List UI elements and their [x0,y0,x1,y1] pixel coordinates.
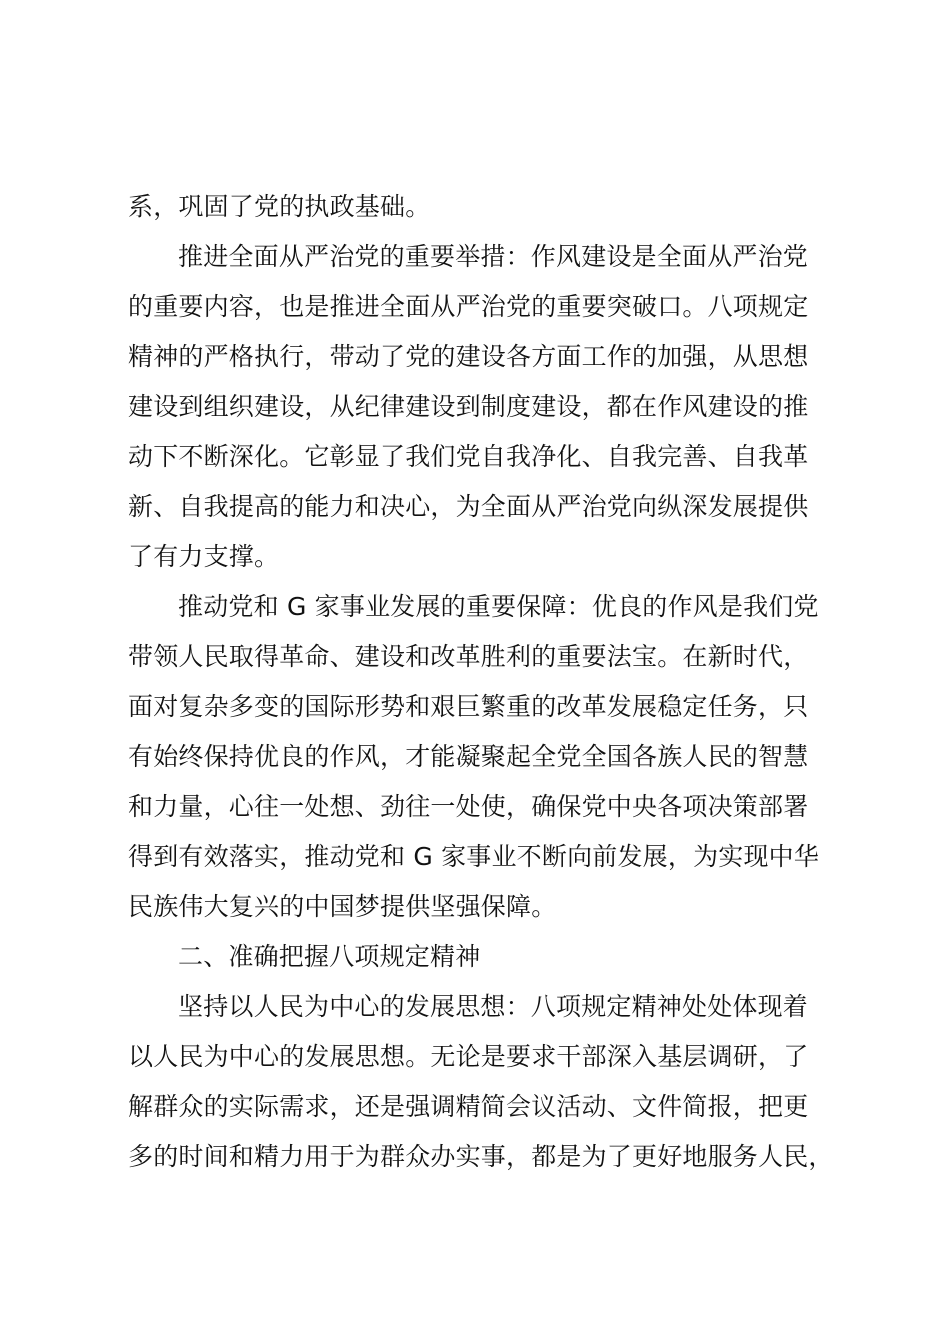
section-heading: 二、准确把握八项规定精神 [178,942,481,971]
text-line-6: 动下不断深化。它彰显了我们党自我净化、自我完善、自我革 [128,442,809,471]
text-line-1: 系，巩固了党的执政基础。 [128,192,431,221]
text-line-14: 得到有效落实，推动党和 G 家事业不断向前发展，为实现中华 [128,842,820,871]
text-line-18: 以人民为中心的发展思想。无论是要求干部深入基层调研，了 [128,1042,809,1071]
text-line-17: 坚持以人民为中心的发展思想：八项规定精神处处体现着 [178,992,809,1021]
text-line-5: 建设到组织建设，从纪律建设到制度建设，都在作风建设的推 [128,392,809,421]
text-line-2: 推进全面从严治党的重要举措：作风建设是全面从严治党 [178,242,809,271]
text-line-3: 的重要内容，也是推进全面从严治党的重要突破口。八项规定 [128,292,809,321]
text-line-8: 了有力支撑。 [128,542,280,571]
text-line-4: 精神的严格执行，带动了党的建设各方面工作的加强，从思想 [128,342,809,371]
text-line-10: 带领人民取得革命、建设和改革胜利的重要法宝。在新时代， [128,642,809,671]
text-line-11: 面对复杂多变的国际形势和艰巨繁重的改革发展稳定任务，只 [128,692,809,721]
text-line-13: 和力量，心往一处想、劲往一处使，确保党中央各项决策部署 [128,792,809,821]
text-line-9: 推动党和 G 家事业发展的重要保障：优良的作风是我们党 [178,592,819,621]
text-line-20: 多的时间和精力用于为群众办实事，都是为了更好地服务人民， [128,1142,834,1171]
text-line-15: 民族伟大复兴的中国梦提供坚强保障。 [128,892,557,921]
text-line-19: 解群众的实际需求，还是强调精简会议活动、文件简报，把更 [128,1092,809,1121]
document-body [128,182,838,1182]
text-line-12: 有始终保持优良的作风，才能凝聚起全党全国各族人民的智慧 [128,742,809,771]
text-line-7: 新、自我提高的能力和决心，为全面从严治党向纵深发展提供 [128,492,809,521]
